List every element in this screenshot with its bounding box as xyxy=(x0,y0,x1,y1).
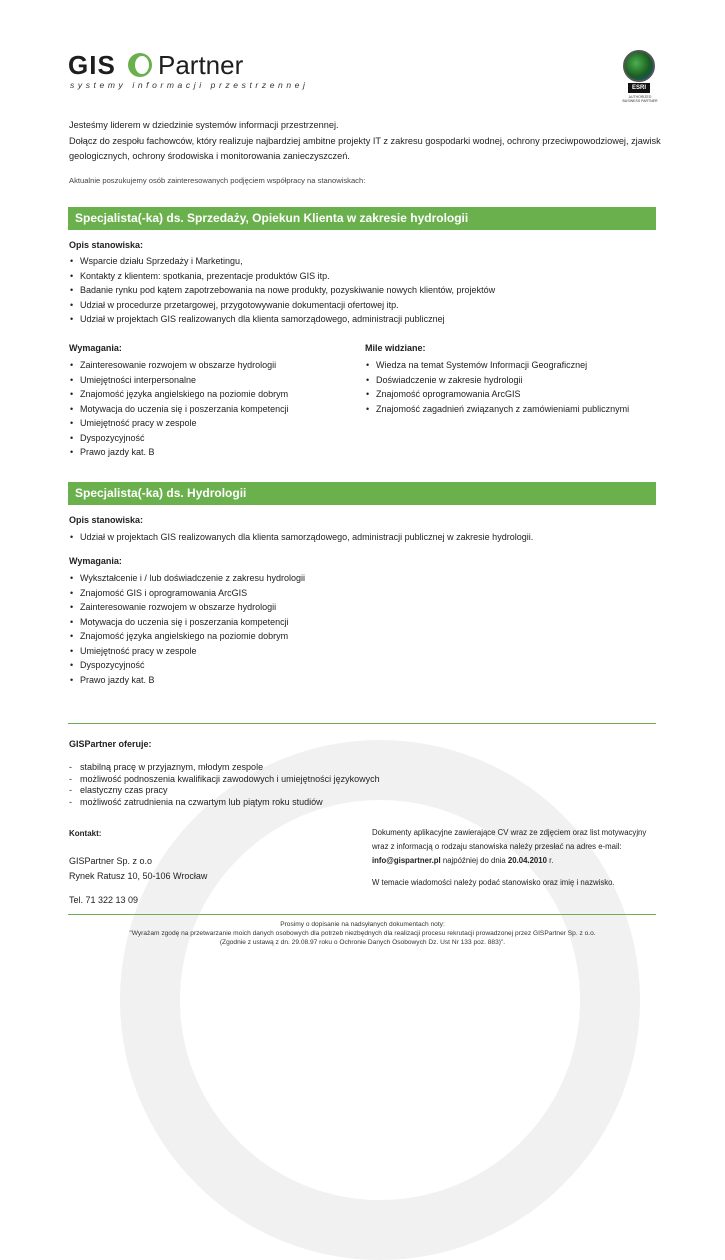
logo-tagline: systemy informacji przestrzennej xyxy=(70,80,309,90)
application-instructions xyxy=(372,826,662,890)
list-item: • Znajomość oprogramowania ArcGIS xyxy=(365,387,629,402)
list-item: • Prawo jazdy kat. B xyxy=(69,673,305,688)
intro-text xyxy=(69,118,669,165)
list-item: • Doświadczenie w zakresie hydrologii xyxy=(365,373,629,388)
esri-label: ESRI xyxy=(628,83,650,93)
list-item: • Badanie rynku pod kątem zapotrzebowania na nowe produkty, pozyskiwanie nowych klientów, projektów xyxy=(69,283,495,298)
job1-nice-heading: Mile widziane: xyxy=(365,343,426,353)
list-item: • Prawo jazdy kat. B xyxy=(69,445,289,460)
gispartner-logo xyxy=(68,50,308,95)
list-item: • Znajomość GIS i oprogramowania ArcGIS xyxy=(69,586,305,601)
list-item: • Znajomość języka angielskiego na poziomie dobrym xyxy=(69,387,289,402)
application-text: Dokumenty aplikacyjne zawierające CV wraz ze zdjęciem oraz list motywacyjny wraz z informacją o rodzaju stanowiska należy przesłać na adres e-mail: xyxy=(372,828,647,852)
contact-phone: Tel. 71 322 13 09 xyxy=(69,895,139,905)
offer-heading: GISPartner oferuje: xyxy=(69,739,152,749)
job1-nice-list xyxy=(365,358,629,416)
list-item: • Dyspozycyjność xyxy=(69,658,305,673)
list-item: • Zainteresowanie rozwojem w obszarze hydrologii xyxy=(69,600,305,615)
footer-line-2: "Wyrażam zgodę na przetwarzanie moich danych osobowych dla potrzeb niezbędnych dla realizacji procesu rekrutacji prowadzonej przez GISPartner Sp. z o.o. xyxy=(129,930,596,937)
list-item: • Znajomość języka angielskiego na poziomie dobrym xyxy=(69,629,305,644)
esri-authorized-text: AUTHORIZED BUSINESS PARTNER xyxy=(622,95,658,103)
job1-desc-list xyxy=(69,254,495,327)
job1-title-banner: Specjalista(-ka) ds. Sprzedaży, Opiekun Klienta w zakresie hydrologii xyxy=(68,207,656,230)
list-item: • Udział w projektach GIS realizowanych dla klienta samorządowego, administracji publicznej w zakresie hydrologii. xyxy=(69,530,533,545)
section-divider xyxy=(68,723,656,724)
job1-desc-heading: Opis stanowiska: xyxy=(69,240,144,250)
list-item: • Wsparcie działu Sprzedaży i Marketingu, xyxy=(69,254,495,269)
list-item: • Umiejętność pracy w zespole xyxy=(69,416,289,431)
background-watermark xyxy=(120,740,640,1260)
subject-note: W temacie wiadomości należy podać stanowisko oraz imię i nazwisko. xyxy=(372,877,615,887)
application-paragraph xyxy=(372,826,662,869)
job2-req-heading: Wymagania: xyxy=(69,556,122,566)
job2-title-banner: Specjalista(-ka) ds. Hydrologii xyxy=(68,482,656,505)
intro-line-1: Jesteśmy liderem w dziedzinie systemów informacji przestrzennej. xyxy=(69,120,339,130)
footer-line-3: (Zgodnie z ustawą z dn. 29.08.97 roku o Ochronie Danych Osobowych Dz. Ust Nr 133 poz. 883)". xyxy=(219,939,506,946)
list-item: • Motywacja do uczenia się i poszerzania kompetencji xyxy=(69,402,289,417)
list-item: • Zainteresowanie rozwojem w obszarze hydrologii xyxy=(69,358,289,373)
logo-gis-text: GIS xyxy=(68,50,116,80)
footer-line-1: Prosimy o dopisanie na nadsyłanych dokumentach noty: xyxy=(280,921,445,928)
list-item: - możliwość zatrudnienia na czwartym lub piątym roku studiów xyxy=(69,797,380,809)
footer-consent xyxy=(60,920,665,947)
list-item: • Umiejętność pracy w zespole xyxy=(69,644,305,659)
offer-list xyxy=(69,762,380,808)
list-item: • Udział w projektach GIS realizowanych dla klienta samorządowego, administracji publicznej xyxy=(69,312,495,327)
intro-line-2: Dołącz do zespołu fachowców, który realizuje najbardziej ambitne projekty IT z zakresu gospodarki wodnej, ochrony przeciwpowodziowej, zjawisk geologicznych, ochrony środowiska i monitorowania zanieczyszczeń. xyxy=(69,135,661,161)
list-item: • Wiedza na temat Systemów Informacji Geograficznej xyxy=(365,358,629,373)
list-item: • Znajomość zagadnień związanych z zamówieniami publicznymi xyxy=(365,402,629,417)
list-item: • Kontakty z klientem: spotkania, prezentacje produktów GIS itp. xyxy=(69,269,495,284)
contact-company: GISPartner Sp. z o.o xyxy=(69,856,153,866)
list-item: • Udział w procedurze przetargowej, przygotowywanie dokumentacji ofertowej itp. xyxy=(69,298,495,313)
email-link[interactable]: info@gispartner.pl xyxy=(372,856,441,866)
job1-req-heading: Wymagania: xyxy=(69,343,122,353)
deadline-suffix: r. xyxy=(549,856,554,866)
list-item: - stabilną pracę w przyjaznym, młodym zespole xyxy=(69,762,380,774)
esri-partner-badge xyxy=(620,50,660,106)
footer-divider xyxy=(68,914,656,915)
list-item: - elastyczny czas pracy xyxy=(69,785,380,797)
job1-req-list xyxy=(69,358,289,460)
logo-partner-text: Partner xyxy=(158,50,244,80)
list-item: • Wykształcenie i / lub doświadczenie z zakresu hydrologii xyxy=(69,571,305,586)
job2-desc-list xyxy=(69,530,533,545)
seeking-text: Aktualnie poszukujemy osób zainteresowanych podjęciem współpracy na stanowiskach: xyxy=(69,176,366,185)
deadline-date: 20.04.2010 xyxy=(507,856,547,866)
globe-icon xyxy=(623,50,655,82)
contact-address: Rynek Ratusz 10, 50-106 Wrocław xyxy=(69,871,208,881)
list-item: • Dyspozycyjność xyxy=(69,431,289,446)
job2-req-list xyxy=(69,571,305,687)
list-item: • Motywacja do uczenia się i poszerzania kompetencji xyxy=(69,615,305,630)
contact-heading: Kontakt: xyxy=(69,829,102,838)
job2-desc-heading: Opis stanowiska: xyxy=(69,515,144,525)
deadline-text: najpóźniej do dnia xyxy=(442,856,506,866)
logo-circle-inner xyxy=(135,56,149,74)
list-item: - możliwość podnoszenia kwalifikacji zawodowych i umiejętności językowych xyxy=(69,774,380,786)
list-item: • Umiejętności interpersonalne xyxy=(69,373,289,388)
